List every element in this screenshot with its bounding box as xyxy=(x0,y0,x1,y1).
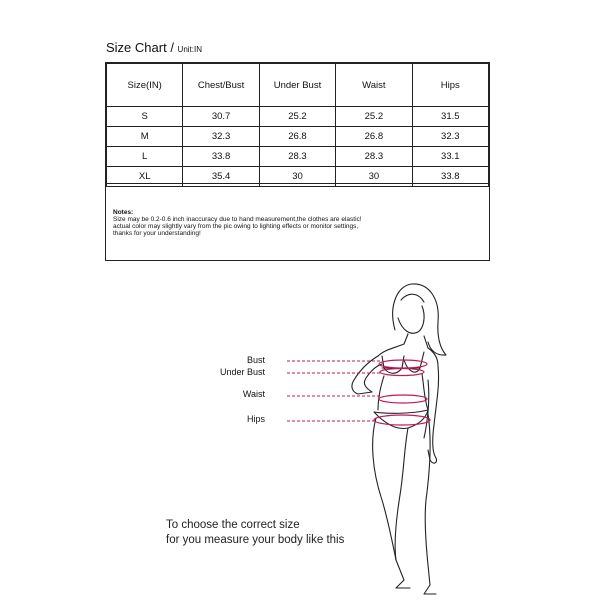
table-cell: 30.7 xyxy=(183,107,259,127)
waist-label: Waist xyxy=(242,389,265,399)
table-cell: 25.2 xyxy=(259,107,335,127)
column-header: Size(IN) xyxy=(107,64,183,107)
table-cell: 26.8 xyxy=(259,127,335,147)
measurement-guides xyxy=(287,361,380,421)
table-cell: 30 xyxy=(259,167,335,187)
column-header: Hips xyxy=(412,64,488,107)
table-cell: 32.3 xyxy=(412,127,488,147)
hips-label: Hips xyxy=(246,414,265,424)
woman-outline xyxy=(352,284,446,594)
waist-band xyxy=(379,395,427,403)
measure-caption xyxy=(166,518,344,548)
table-cell: 35.4 xyxy=(183,167,259,187)
table-cell: S xyxy=(107,107,183,127)
table-cell: M xyxy=(107,127,183,147)
notes-heading: Notes: xyxy=(113,209,134,216)
table-cell: 33.8 xyxy=(183,147,259,167)
caption-line: To choose the correct size xyxy=(166,519,300,531)
title-separator: / xyxy=(166,40,178,55)
table-cell: L xyxy=(107,147,183,167)
unit-label: Unit:IN xyxy=(177,45,202,54)
column-header: Under Bust xyxy=(259,64,335,107)
caption-line: for you measure your body like this xyxy=(166,534,345,546)
measurement-bands xyxy=(374,360,430,425)
table-cell: XL xyxy=(107,167,183,187)
table-cell: 32.3 xyxy=(183,127,259,147)
column-header: Chest/Bust xyxy=(183,64,259,107)
table-cell: 33.8 xyxy=(412,167,488,187)
notes-line: thanks for your understanding! xyxy=(113,230,201,237)
notes-line: Size may be 0.2-0.6 inch inaccuracy due to hand measurement,the clothes are elastic! xyxy=(113,216,362,223)
bust-label: Bust xyxy=(246,355,265,365)
title-text: Size Chart xyxy=(106,40,167,55)
table-cell: 26.8 xyxy=(336,127,412,147)
table-cell: 33.1 xyxy=(412,147,488,167)
under-bust-label: Under Bust xyxy=(219,367,265,377)
table-cell: 28.3 xyxy=(259,147,335,167)
table-cell: 25.2 xyxy=(336,107,412,127)
table-cell: 28.3 xyxy=(336,147,412,167)
table-cell: 30 xyxy=(336,167,412,187)
table-cell: 31.5 xyxy=(412,107,488,127)
column-header: Waist xyxy=(336,64,412,107)
notes-line: actual color may slightly vary from the pic owing to lighting effects or monitor settings, xyxy=(113,223,359,230)
